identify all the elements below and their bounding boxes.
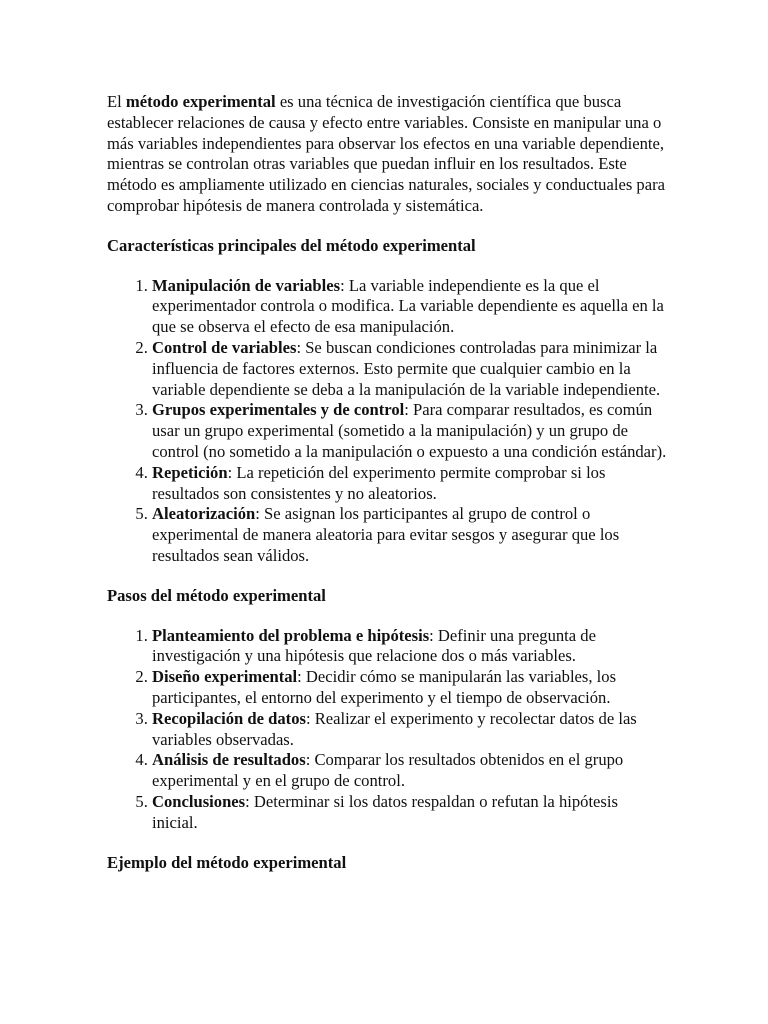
list-item: [152, 504, 667, 566]
list-item: [152, 338, 667, 400]
intro-rest: es una técnica de investigación científica que busca establecer relaciones de causa y efecto entre variables. Consiste en manipular una o más variables independientes para observar los efectos en una variable dependiente, mientras se controlan otras variables que puedan influir en los resultados. Este método es ampliamente utilizado en ciencias naturales, sociales y conductuales para comprobar hipótesis de manera controlada y sistemática.: [107, 92, 665, 215]
steps-list: [107, 626, 667, 834]
item-term: Análisis de resultados: [152, 750, 306, 770]
characteristics-heading: Características principales del método experimental: [107, 235, 476, 255]
characteristics-list: [107, 276, 667, 567]
item-term: Aleatorización: [152, 504, 256, 524]
list-item: [152, 400, 667, 462]
item-text: : Decidir cómo se manipularán las variables, los participantes, el entorno del experimento y el tiempo de observación.: [152, 667, 617, 707]
document-page: [107, 92, 667, 892]
item-term: Conclusiones: [152, 791, 246, 811]
item-term: Grupos experimentales y de control: [152, 400, 405, 420]
item-text: : Para comparar resultados, es común usar un grupo experimental (sometido a la manipulación) y un grupo de control (no sometido a la manipulación o expuesto a una condición estándar).: [152, 400, 667, 461]
item-text: : La repetición del experimento permite comprobar si los resultados son consistentes y no aleatorios.: [152, 462, 606, 503]
item-text: : Determinar si los datos respaldan o refutan la hipótesis inicial.: [152, 791, 618, 832]
item-term: Planteamiento del problema e hipótesis: [152, 625, 430, 645]
intro-pre: El: [107, 92, 126, 111]
list-item: [152, 792, 667, 834]
item-text: : Definir una pregunta de investigación y una hipótesis que relacione dos o más variables.: [152, 625, 596, 666]
list-item: [152, 626, 667, 668]
item-text: : Comparar los resultados obtenidos en el grupo experimental y en el grupo de control.: [152, 750, 624, 791]
item-text: : Se asignan los participantes al grupo de control o experimental de manera aleatoria para evitar sesgos y asegurar que los resultados sean válidos.: [152, 504, 620, 565]
item-term: Repetición: [152, 462, 228, 482]
list-item: [152, 750, 667, 792]
item-term: Diseño experimental: [152, 667, 298, 687]
item-text: : Se buscan condiciones controladas para minimizar la influencia de factores externos. Esto permite que cualquier cambio en la variable dependiente se deba a la manipulación de la variable independiente.: [152, 337, 661, 399]
intro-paragraph: [107, 92, 667, 217]
item-text: : La variable independiente es la que el experimentador controla o modifica. La variable dependiente es aquella en la que se observa el efecto de esa manipulación.: [152, 275, 664, 337]
list-item: [152, 667, 667, 709]
steps-heading: Pasos del método experimental: [107, 585, 326, 605]
list-item: [152, 463, 667, 505]
intro-term: método experimental: [125, 92, 276, 111]
item-term: Control de variables: [152, 337, 297, 357]
list-item: [152, 276, 667, 338]
example-heading: Ejemplo del método experimental: [107, 852, 347, 872]
item-text: : Realizar el experimento y recolectar datos de las variables observadas.: [152, 708, 637, 749]
item-term: Manipulación de variables: [152, 275, 341, 295]
item-term: Recopilación de datos: [152, 708, 306, 728]
list-item: [152, 709, 667, 751]
